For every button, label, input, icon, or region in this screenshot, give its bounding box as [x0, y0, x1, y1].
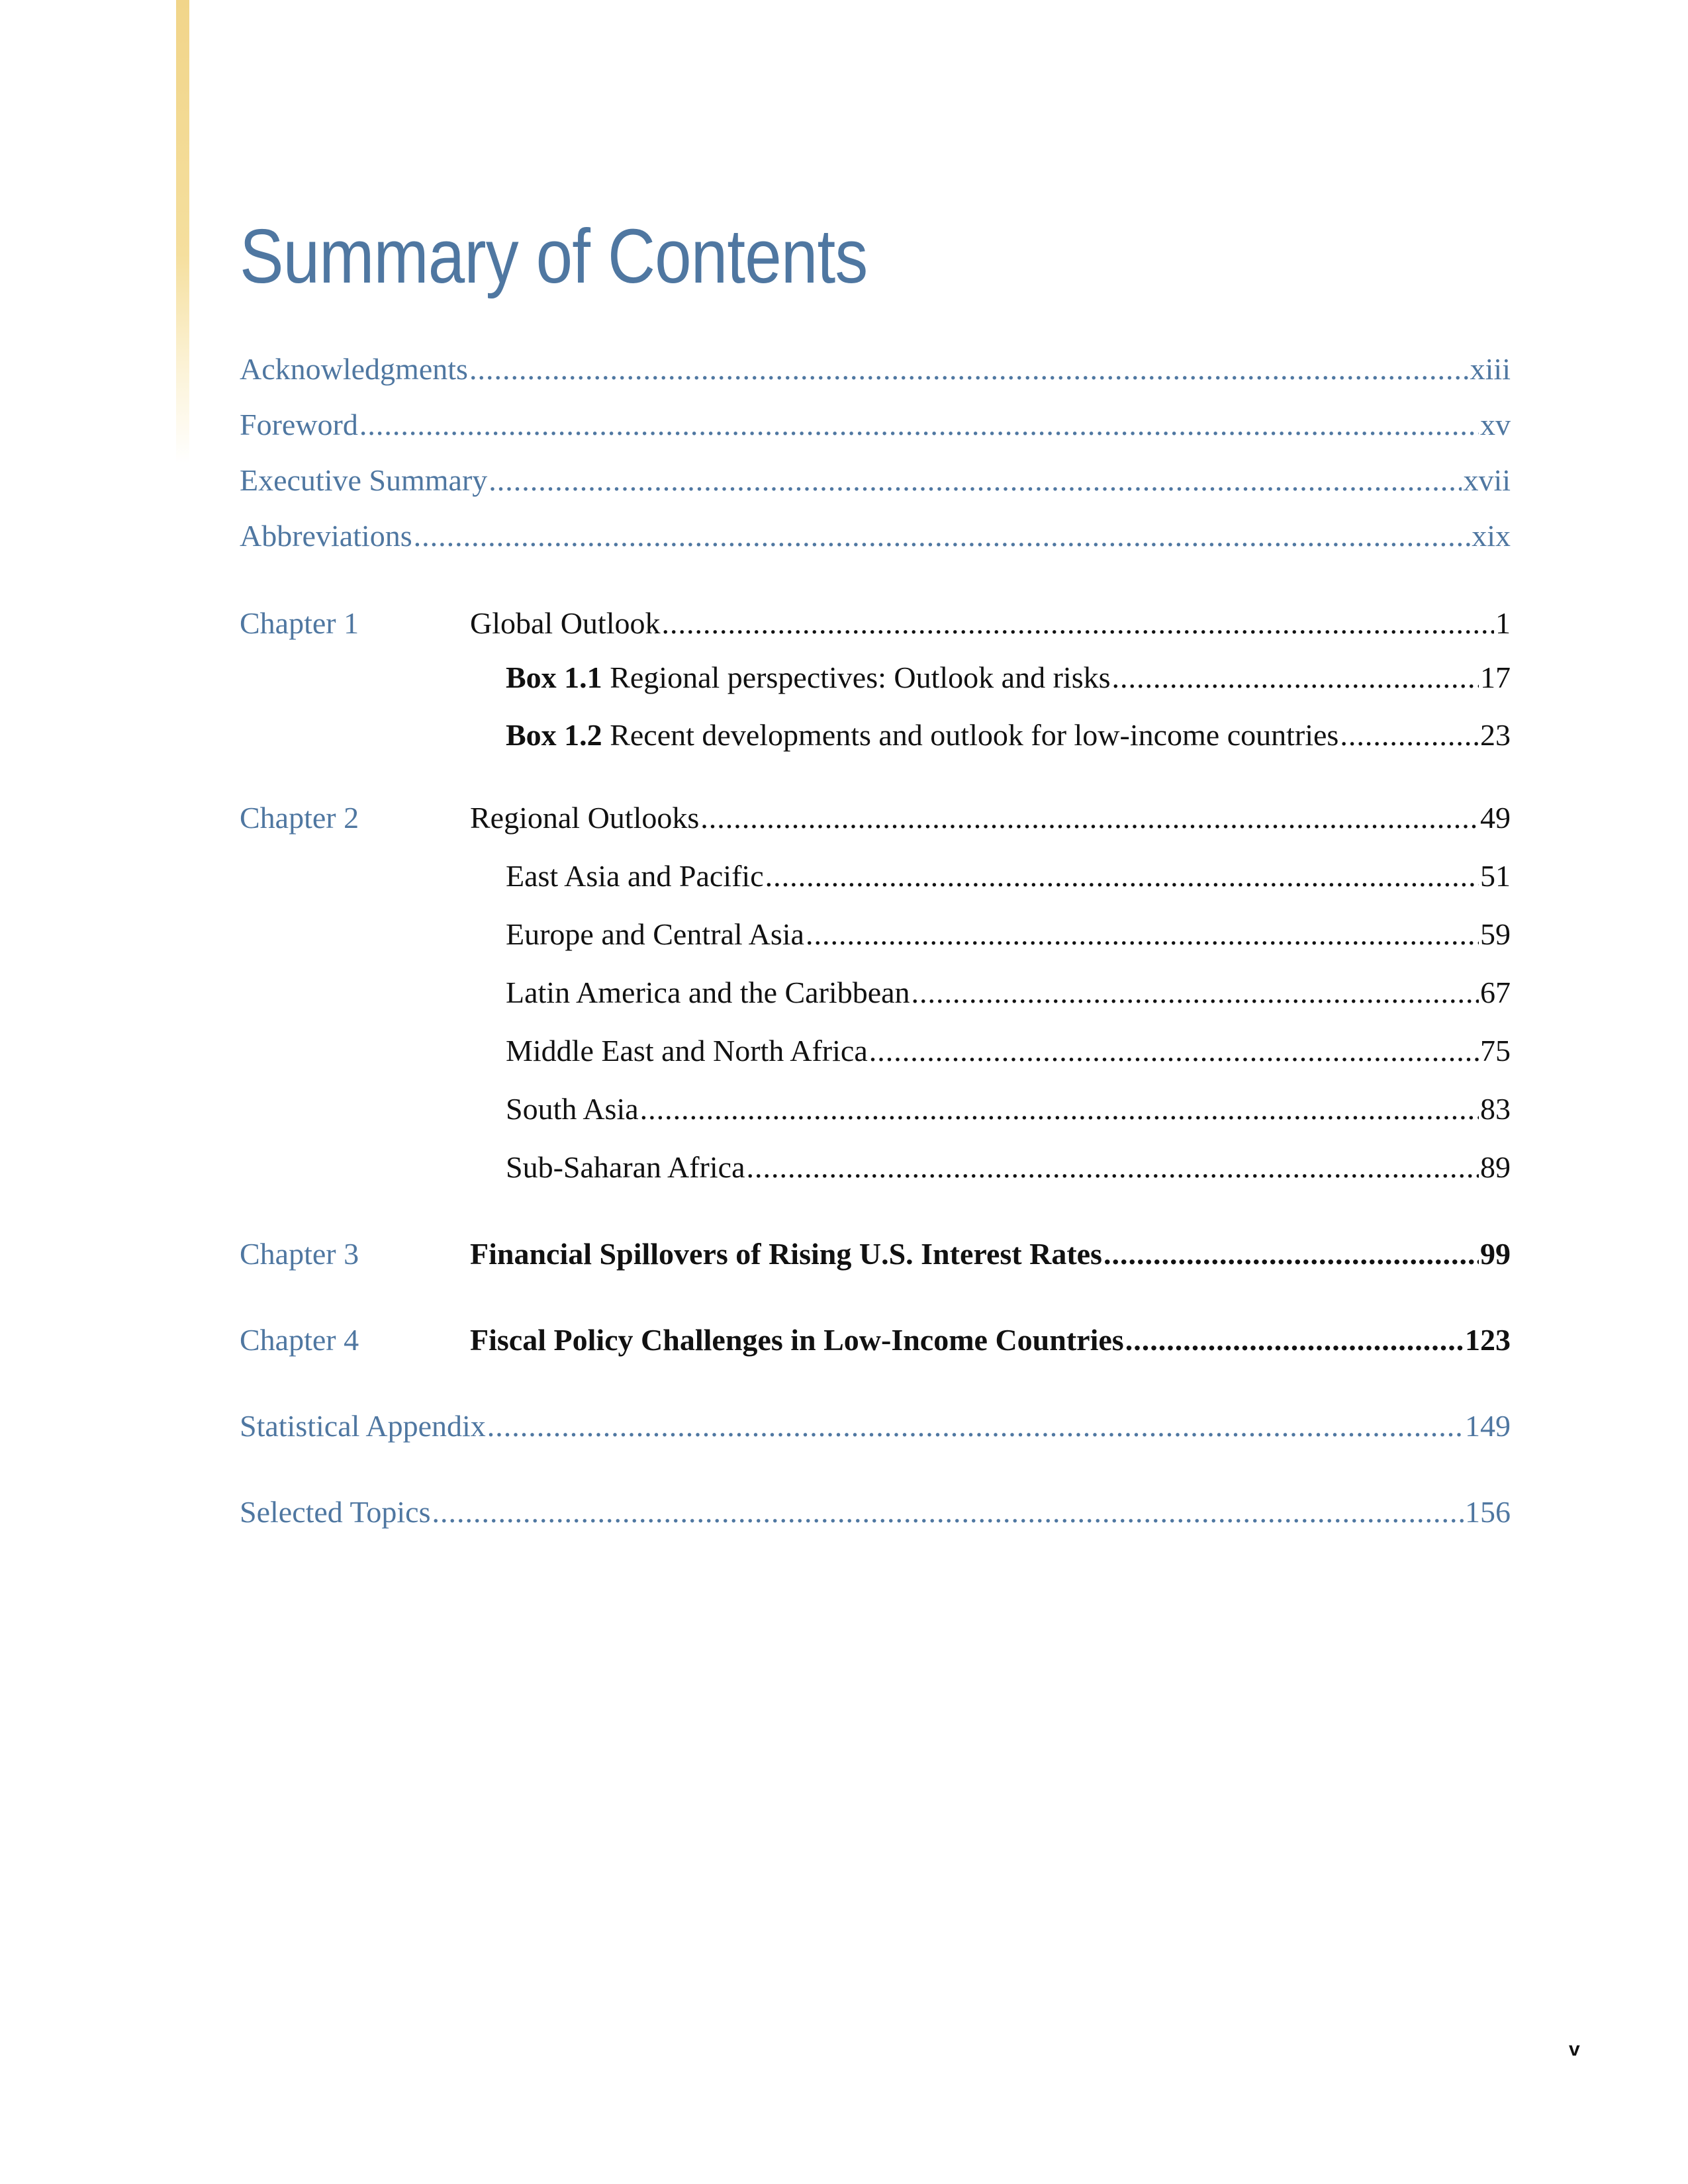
toc-entry-label: Fiscal Policy Challenges in Low-Income Countries — [470, 1323, 1124, 1357]
toc-entry-page: 51 — [1480, 859, 1511, 893]
toc-entry-page: 1 — [1495, 606, 1511, 640]
toc-entry-south-asia[interactable] — [506, 1089, 1511, 1129]
dot-leader — [489, 461, 1462, 500]
chapter-label: Chapter 4 — [240, 1323, 359, 1357]
toc-entry-europe-central-asia[interactable] — [506, 915, 1511, 954]
chapter-label: Chapter 2 — [240, 801, 359, 835]
dot-leader — [765, 856, 1479, 896]
toc-entry-label: Selected Topics — [240, 1495, 431, 1529]
toc-entry-page: 89 — [1480, 1150, 1511, 1184]
toc-entry-page: xvii — [1463, 463, 1511, 497]
toc-entry-page: 83 — [1480, 1092, 1511, 1126]
toc-entry-selected-topics[interactable] — [240, 1492, 1511, 1532]
toc-entry-east-asia-pacific[interactable] — [506, 856, 1511, 896]
toc-entry-page: 49 — [1480, 801, 1511, 835]
decorative-accent-bar — [176, 0, 189, 463]
toc-entry-sub-saharan-africa[interactable] — [506, 1148, 1511, 1187]
toc-entry-label: Middle East and North Africa — [506, 1034, 868, 1068]
dot-leader — [1125, 1320, 1464, 1360]
dot-leader — [432, 1492, 1464, 1532]
toc-entry-page: 99 — [1480, 1237, 1511, 1271]
toc-entry-page: 17 — [1480, 660, 1511, 694]
chapter-label: Chapter 1 — [240, 606, 359, 640]
toc-entry-label: Financial Spillovers of Rising U.S. Interest Rates — [470, 1237, 1102, 1271]
toc-entry-page: 149 — [1465, 1409, 1511, 1443]
dot-leader — [912, 973, 1479, 1013]
toc-entry-page: 156 — [1465, 1495, 1511, 1529]
dot-leader — [700, 798, 1479, 838]
dot-leader — [1103, 1234, 1479, 1274]
toc-entry-label — [506, 658, 1111, 698]
dot-leader — [747, 1148, 1479, 1187]
page-number: v — [1569, 2038, 1580, 2060]
toc-entry-middle-east-north-africa[interactable] — [506, 1031, 1511, 1071]
chapter-label: Chapter 3 — [240, 1237, 359, 1271]
dot-leader — [661, 604, 1494, 643]
toc-entry-page: 59 — [1480, 917, 1511, 951]
toc-entry-label — [506, 715, 1338, 755]
toc-entry-page: 123 — [1465, 1323, 1511, 1357]
toc-entry-label: Acknowledgments — [240, 352, 468, 386]
toc-entry-page: xv — [1480, 408, 1511, 441]
toc-entry-page: xiii — [1470, 352, 1511, 386]
box-title: Recent developments and outlook for low-income countries — [610, 718, 1339, 752]
box-title: Regional perspectives: Outlook and risks — [610, 660, 1111, 694]
toc-entry-label: East Asia and Pacific — [506, 859, 764, 893]
toc-entry-chapter-3[interactable] — [470, 1234, 1511, 1274]
toc-entry-chapter-2[interactable] — [470, 798, 1511, 838]
toc-entry-page: 75 — [1480, 1034, 1511, 1068]
page-title: Summary of Contents — [240, 213, 868, 299]
toc-entry-label: Global Outlook — [470, 606, 661, 640]
toc-entry-box-1-1[interactable] — [506, 658, 1511, 698]
dot-leader — [869, 1031, 1479, 1071]
toc-entry-box-1-2[interactable] — [506, 715, 1511, 755]
toc-entry-statistical-appendix[interactable] — [240, 1406, 1511, 1446]
toc-entry-latin-america-caribbean[interactable] — [506, 973, 1511, 1013]
toc-entry-label: South Asia — [506, 1092, 639, 1126]
toc-entry-page: 23 — [1480, 718, 1511, 752]
dot-leader — [1112, 658, 1479, 698]
dot-leader — [1340, 715, 1479, 755]
toc-entry-acknowledgments[interactable] — [240, 349, 1511, 389]
dot-leader — [487, 1406, 1464, 1446]
toc-entry-abbreviations[interactable] — [240, 516, 1511, 556]
toc-entry-page: xix — [1472, 519, 1511, 553]
toc-entry-label: Executive Summary — [240, 463, 488, 497]
box-prefix: Box 1.2 — [506, 718, 602, 752]
toc-entry-chapter-1[interactable] — [470, 604, 1511, 643]
toc-entry-label: Sub-Saharan Africa — [506, 1150, 745, 1184]
dot-leader — [640, 1089, 1479, 1129]
toc-entry-label: Latin America and the Caribbean — [506, 976, 910, 1009]
box-prefix: Box 1.1 — [506, 660, 602, 694]
dot-leader — [806, 915, 1479, 954]
toc-entry-chapter-4[interactable] — [470, 1320, 1511, 1360]
toc-entry-executive-summary[interactable] — [240, 461, 1511, 500]
toc-entry-page: 67 — [1480, 976, 1511, 1009]
toc-entry-label: Statistical Appendix — [240, 1409, 486, 1443]
toc-entry-label: Foreword — [240, 408, 358, 441]
dot-leader — [359, 405, 1479, 445]
toc-entry-label: Europe and Central Asia — [506, 917, 804, 951]
toc-entry-label: Regional Outlooks — [470, 801, 700, 835]
toc-entry-label: Abbreviations — [240, 519, 412, 553]
dot-leader — [469, 349, 1469, 389]
dot-leader — [414, 516, 1471, 556]
toc-entry-foreword[interactable] — [240, 405, 1511, 445]
